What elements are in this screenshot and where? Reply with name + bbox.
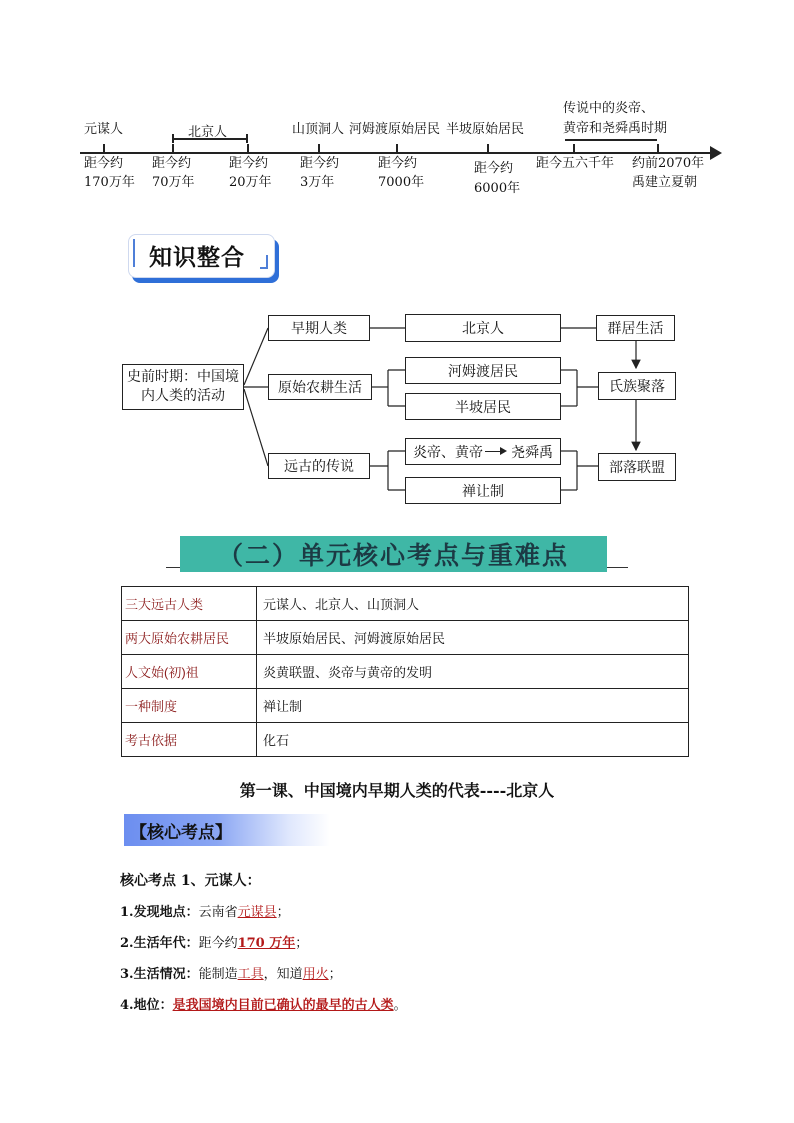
item-label: 4.地位： xyxy=(120,998,173,1013)
lesson-title: 第一课、中国境内早期人类的代表----北京人 xyxy=(239,781,555,800)
item-label: 1.发现地点： xyxy=(120,905,199,920)
item-highlight: 工具 xyxy=(237,967,264,982)
timeline-label-beijing: 北京人 xyxy=(188,125,228,140)
table-value: 元谋人、北京人、山顶洞人 xyxy=(257,587,689,621)
diagram-branch-farming: 原始农耕生活 xyxy=(268,374,372,400)
core-points-header: 【核心考点】 xyxy=(124,814,330,846)
timeline-date: 禹建立夏朝 xyxy=(632,175,698,190)
timeline-date: 20万年 xyxy=(229,175,272,190)
timeline-label-hemudu: 河姆渡原始居民 xyxy=(349,122,441,137)
item-end: ； xyxy=(276,905,290,920)
timeline-date: 距今约 xyxy=(229,156,269,171)
diagram-node-beijing: 北京人 xyxy=(405,314,561,342)
timeline-label-yuanmou: 元谋人 xyxy=(84,122,124,137)
diagram-node-tribe: 部落联盟 xyxy=(598,453,676,481)
table-value: 炎黄联盟、炎帝与黄帝的发明 xyxy=(257,655,689,689)
item-text: 云南省 xyxy=(198,905,238,920)
timeline-date: 3万年 xyxy=(300,175,335,190)
timeline-date: 7000年 xyxy=(378,175,425,190)
timeline-date: 70万年 xyxy=(152,175,195,190)
core-point-1-title-text: 核心考点 1、元谋人： xyxy=(120,873,261,889)
core-point-1-item-4 xyxy=(120,994,407,1013)
table-row xyxy=(122,723,689,757)
table-row xyxy=(122,587,689,621)
timeline-date: 距今约 xyxy=(152,156,192,171)
timeline-label-shanding: 山顶洞人 xyxy=(292,122,345,137)
table-key: 人文始(初)祖 xyxy=(122,655,257,689)
timeline-label-legend-1: 传说中的炎帝、 xyxy=(563,101,655,116)
diagram-root: 史前时期：中国境内人类的活动 xyxy=(122,364,244,410)
item-highlight: 170 万年 xyxy=(237,936,296,951)
table-value: 禅让制 xyxy=(257,689,689,723)
timeline-label-banpo: 半坡原始居民 xyxy=(446,122,525,137)
arrow-right-icon xyxy=(485,451,505,453)
table-key: 考古依据 xyxy=(122,723,257,757)
table-key: 三大远古人类 xyxy=(122,587,257,621)
item-end: ； xyxy=(328,967,342,982)
diagram-node-group-life: 群居生活 xyxy=(596,315,675,341)
diagram-node-banpo: 半坡居民 xyxy=(405,393,561,420)
timeline-date: 距今约 xyxy=(378,156,418,171)
core-point-1-item-2 xyxy=(120,932,308,951)
timeline-date: 170万年 xyxy=(84,175,135,190)
timeline-date: 距今约 xyxy=(84,156,124,171)
diagram-node-clan: 氏族聚落 xyxy=(598,372,676,400)
core-point-1-title xyxy=(120,870,261,890)
item-end: 。 xyxy=(393,998,407,1013)
item-text: 能制造 xyxy=(198,967,238,982)
item-highlight: 是我国境内目前已确认的最早的古人类 xyxy=(172,998,394,1013)
diagram-node-yaoshunyu-label: 尧舜禹 xyxy=(511,444,553,461)
item-label: 3.生活情况： xyxy=(120,967,199,982)
item-highlight: 用火 xyxy=(302,967,329,982)
timeline-date: 6000年 xyxy=(474,181,521,196)
diagram-branch-early: 早期人类 xyxy=(268,315,370,341)
item-highlight: 元谋县 xyxy=(237,905,277,920)
diagram-node-yandi-label: 炎帝、黄帝 xyxy=(413,444,483,461)
core-point-1-item-3 xyxy=(120,963,342,982)
table-value: 半坡原始居民、河姆渡原始居民 xyxy=(257,621,689,655)
core-point-1-item-1 xyxy=(120,901,290,920)
timeline-date: 约前2070年 xyxy=(632,156,705,171)
diagram-node-yanhuang xyxy=(405,438,561,465)
diagram-node-hemudu: 河姆渡居民 xyxy=(405,357,561,384)
timeline-date: 距今五六千年 xyxy=(536,156,615,171)
item-text: 距今约 xyxy=(198,936,238,951)
table-row xyxy=(122,655,689,689)
table-key: 两大原始农耕居民 xyxy=(122,621,257,655)
diagram-connectors xyxy=(0,0,794,520)
diagram-node-shanrang: 禅让制 xyxy=(405,477,561,504)
diagram-branch-legend: 远古的传说 xyxy=(268,453,370,479)
timeline-date: 距今约 xyxy=(474,161,514,176)
item-end: ； xyxy=(295,936,309,951)
table-key: 一种制度 xyxy=(122,689,257,723)
item-label: 2.生活年代： xyxy=(120,936,199,951)
table-row xyxy=(122,689,689,723)
table-row xyxy=(122,621,689,655)
section-title: （二）单元核心考点与重难点 xyxy=(180,536,607,572)
timeline-date: 距今约 xyxy=(300,156,340,171)
table-value: 化石 xyxy=(257,723,689,757)
badge-label: 知识整合 xyxy=(149,245,245,271)
item-text: ，知道 xyxy=(263,967,303,982)
timeline-label-legend-2: 黄帝和尧舜禹时期 xyxy=(563,121,668,136)
core-points-table xyxy=(121,586,689,757)
